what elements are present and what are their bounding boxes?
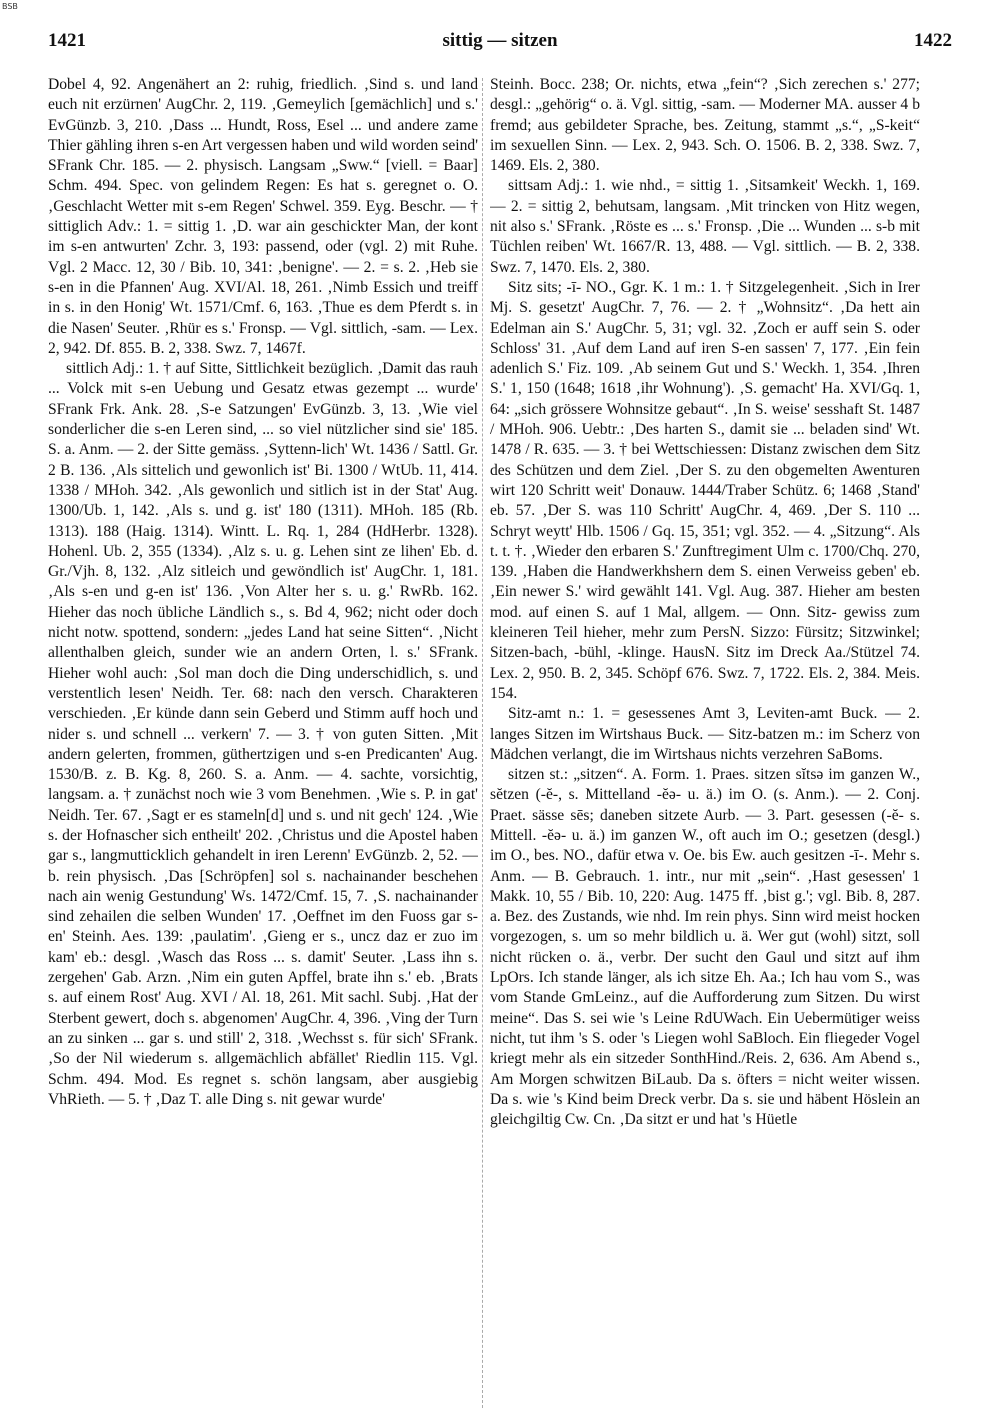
column-divider bbox=[482, 78, 483, 1408]
entry-sitzen: sitzen st.: „sitzen“. A. Form. 1. Praes. sitzen sĭtsə im ganzen W., sĕtzen (-ĕ-, s. Mittelland -ĕə- u. ä.) im O. (s. Anm.). — 2. Conj. Praet. sässe sēs; daneben sitzete Aurb. — 3. Part. gesessen (-ĕ- s. Mittell. -ĕə- u. ä.) im ganzen W., oft auch im O.; gesetzen (desgl.) im O., bes. NO., dafür etwa v. Oe. bis Ew. auch gesitzen -ī-. Mehr s. Anm. — B. Gebrauch. 1. intr., nur mit „sein“. ‚Hast gesessen' 1 Makk. 10, 55 / Bib. 10, 220: Aug. 1475 ff. ‚bist g.'; vgl. Bib. 8, 287. a. Bez. des Zustands, wie nhd. Im rein phys. Sinn wird meist hocken vorgezogen, s. um so mehr bildlich u. ä. Wer gut (wohl) sitzt, soll nicht rücken o. ä., verbr. Der sucht den Gaul und sitzt auf ihm LpOrs. Ich stande länger, als ich sitze Eh. Aa.; Ich hau vom S., was vom Stande GmLeinz., auf die Aufforderung zum Sitzen. Du wirst meine“. Das S. sei wie 's Leine RdUWach. Ein Uebermütiger weiss nicht, tut ihm 's S. oder 's Liegen wohl SaBloch. Ein fliegeder Vogel kriegt mehr als ein sitzeder SonthHind./Reis. 2, 636. Am Abend s., Am Morgen schwitzen BiLaub. Da s. öfters = nicht weiter wissen. Da s. wie 's Kind beim Dreck verbr. Da s. sie und häbent Höslein an gleichgiltig Cw. Cn. ‚Da sitzt er und hat 's Hüetle bbox=[490, 766, 920, 1129]
paragraph: Steinh. Bocc. 238; Or. nichts, etwa „fein“? ‚Sich zerechen s.' 277; desgl.: „gehörig“ o. ä. Vgl. sittig, -sam. — Moderner MA. ausser 4 b fremd; aus gebildeter Sprache, bes. Zeitung, stammt „s.“, „S-keit“ im sexuellen Sinn. — Lex. 2, 943. Sch. O. 1506. B. 2, 338. Swz. 7, 1469. Els. 2, 380. bbox=[490, 76, 920, 175]
entry-sittlich: sittlich Adj.: 1. † auf Sitte, Sittlichkeit bezüglich. ‚Damit das rauh ... Volck mit s-en Uebung und Gesatz etwas gezempt ... wurde' SFrank Frk. Ank. 28. ‚S-e Satzungen' EvGünzb. 3, 13. ‚Wie viel sonderlicher die s-en Leren sind, ... so viel nützlicher sind sie' 185. S. a. Anm. — 2. der Sitte gemäss. ‚Syttenn-lich' Wt. 1436 / Sattl. Gr. 2 B. 136. ‚Als sittelich und gewonlich ist' Bi. 1300 / WtUb. 11, 414. 1338 / MHoh. 342. ‚Als gewonlich und sitlich ist in der Stat' Aug. 1300/Ub. 1, 142. ‚Als s. und g. ist' 180 (1311). MHoh. 185 (Rb. 1313). 188 (Haig. 1314). Wintt. L. Rq. 1, 284 (HdHerbr. 1328). Hohenl. Ub. 2, 355 (1334). ‚Alz s. u. g. Lehen sint ze lihen' Eb. d. Gr./Vjh. 8, 132. ‚Alz sitleich und gewöndlich ist' AugChr. 1, 181. ‚Als s-en und g-en ist' 136. ‚Von Alter her s. u. g.' RwRb. 162. Hieher das noch übliche Ländlich s., s. Bd 4, 962; nicht oder doch nicht notw. spottend, sondern: „jedes Land hat seine Sitten“. ‚Nicht allenthalben gleich, sunder wie an andern Orten, l. s.' SFrank. Hieher wohl auch: ‚Sol man doch die Ding underschidlich, s. und verstentlich lesen' Neidh. Ter. 68: nach den versch. Charakteren verschieden. ‚Er künde dann sein Geberd und Stimm auff hoch und nider s. und schnell ... verkern' 7. — 3. † von guten Sitten. ‚Mit andern gelerten, frommen, güthertzigen und s-en Predicanten' Aug. 1530/B. z. B. Kg. 8, 260. S. a. Anm. — 4. sachte, vorsichtig, langsam. a. † zunächst noch wie 3 vom Benehmen. ‚Wie s. P. in gat' Neidh. Ter. 67. ‚Sagt er es stameln[d] und s. und nit gech' 124. ‚Wie s. der Hofnascher sich entheilt' 202. ‚Christus und die Apostel haben gar s., langmutticklich gehandelt in iren Lerenn' EvGünzb. 2, 52. — b. rein physisch. ‚Das [Schröpfen] sol s. nachainander beschehen nach ain wenig Gestundung' Ws. 1472/Cmf. 15, 7. ‚S. nachainander sind zehailen die selben Wunden' 17. ‚Oeffnet im den Fuoss gar s-en' Steinh. Aes. 139: ‚paulatim'. ‚Gieng er s., uncz daz er zuo im kam' eb.: desgl. ‚Wasch das Ross ... s. damit' Seuter. ‚Lass ihn s. zergehen' Gab. Arzn. ‚Nim ein guten Apffel, brate ihn s.' eb. ‚Brats s. auf einem Rost' Aug. XVI / Al. 18, 261. Mit sachl. Subj. ‚Hat der Sterbent gewert, doch s. abgenomen' AugChr. 4, 396. ‚Ving der Turn an zu sinken ... gar s. und still' 2, 318. ‚Wechsst s. für sich' SFrank. ‚So der Nil wiederum s. allgemächlich abfället' Riedlin 115. Vgl. Schm. 494. Mod. Es regnet s. schön langsam, aber ausgiebig VhRieth. — 5. † ‚Daz T. alle Ding s. nit gewar wurde' bbox=[48, 360, 478, 1108]
right-column bbox=[490, 75, 920, 1410]
entry-sitz: Sitz sits; -ī- NO., Ggr. K. 1 m.: 1. † Sitzgelegenheit. ‚Sich in Irer Mj. S. gesetzt' AugChr. 7, 76. — 2. † „Wohnsitz“. ‚Da hett ain Edelman ain S.' AugChr. 5, 31; vgl. 32. ‚Zoch er auff sein S. oder Schloss' 31. ‚Auf dem Land auf iren S-en sassen' 7, 177. ‚Ein fein adenlich S.' Fiz. 109. ‚Ab seinem Gut und S.' Weckh. 1, 354. ‚Ihren S.' 1, 150 (1648; 1618 ‚ihr Wohnung'). ‚S. gemacht' Ha. XVI/Gq. 1, 64: „sich grössere Wohnsitze gebaut“. ‚In S. weise' sesshaft St. 1487 / MHoh. 906. Uebtr.: ‚Des harten S., damit sie ... beladen sind' Wt. 1478 / R. 635. — 3. † bei Wettschiessen: Distanz zwischen dem Sitz des Schützen und dem Ziel. ‚Der S. zu den obgemelten Awenturen wirt 120 Schritt weit' Donauw. 1444/Traber Schütz. 6; 1468 ‚Stand' eb. 57. ‚Der S. was 110 Schritt' AugChr. 4, 469. ‚Der S. 110 ... Schryt weytt' Hlb. 1506 / Gq. 15, 351; vgl. 352. — 4. „Sitzung“. Als t. t. †. ‚Wieder den erbaren S.' Zunftregiment Ulm c. 1700/Chq. 270, 139. ‚Haben die Handwerkhshern dem S. einen Verweiss geben' eb. ‚Ein newer S.' wird gewählt 141. Vgl. Aug. 387. Hieher am besten mod. auf einen S. auf 1 Mal, allgem. — Onn. Sitz- gewiss zum kleineren Teil hieher, mehr zum PersN. Sizzo: Fürsitz; Sitzwinkel; Sitzen-bach, -bühl, -klinge. HausN. Sitz im Dreck Aa./Stützel 74. Lex. 2, 950. B. 2, 345. Schöpf 676. Swz. 7, 1722. Els. 2, 384. Meis. 154. bbox=[490, 278, 920, 702]
entry-sitz-amt: Sitz-amt n.: 1. = gesessenes Amt 3, Leviten-amt Buck. — 2. langes Sitzen im Wirtshaus Buck. — Sitz-batzen m.: im Scherz von Mädchen verlangt, die im Wirtshaus nichts verzehren SaBoms. bbox=[490, 705, 920, 763]
left-column bbox=[48, 75, 478, 1410]
paragraph: Dobel 4, 92. Angenähert an 2: ruhig, friedlich. ‚Sind s. und land euch nit erzürnen' AugChr. 2, 119. ‚Gemeylich [gemächlich] und s.' EvGünzb. 3, 210. ‚Dass ... Hundt, Ross, Esel ... und andere zame Thier gähling ihren s-en Art vergessen haben und wild worden seind' SFrank Chr. 185. — 2. physisch. Langsam „Sww.“ [viell. = Baar] Schm. 494. Spec. von gelindem Regen: Es hat s. geregnet o. O. ‚Geschlacht Wetter mit s-em Regen' Schwel. 359. Eyg. Beschr. — † sittiglich Adv.: 1. = sittig 1. ‚D. war ain geschickter Man, der kont im s-en antwurten' Zchr. 3, 193: passend, oder (vgl. 2) mit Ruhe. Vgl. 2 Macc. 12, 30 / Bib. 10, 341: ‚benigne'. — 2. = s. 2. ‚Heb sie s-en in die Pfannen' Aug. XVI/Al. 18, 261. ‚Nimb Essich und treiff in s. in den Honig' Wt. 1571/Cmf. 6, 163. ‚Thue es dem Pferdt s. in die Nasen' Seuter. ‚Rhür es s.' Fronsp. — Vgl. sittlich, -sam. — Lex. 2, 942. Df. 855. B. 2, 338. Swz. 7, 1467f. bbox=[48, 76, 478, 357]
entry-sittsam: sittsam Adj.: 1. wie nhd., = sittig 1. ‚Sitsamkeit' Weckh. 1, 169. — 2. = sittig 2, behutsam, langsam. ‚Mit trincken von Hitz wegen, nit also s.' SFrank. ‚Röste es ... s.' Fronsp. ‚Die ... Wunden ... s-b mit Tüchlen reiben' Wt. 1667/R. 13, 488. — Vgl. sittlich. — B. 2, 338. Swz. 7, 1470. Els. 2, 380. bbox=[490, 177, 920, 276]
page-header bbox=[48, 30, 952, 60]
page-number-left: 1421 bbox=[48, 30, 86, 51]
library-stamp: BSB bbox=[2, 2, 18, 11]
running-title: sittig — sitzen bbox=[442, 30, 558, 51]
page-number-right: 1422 bbox=[914, 30, 952, 51]
